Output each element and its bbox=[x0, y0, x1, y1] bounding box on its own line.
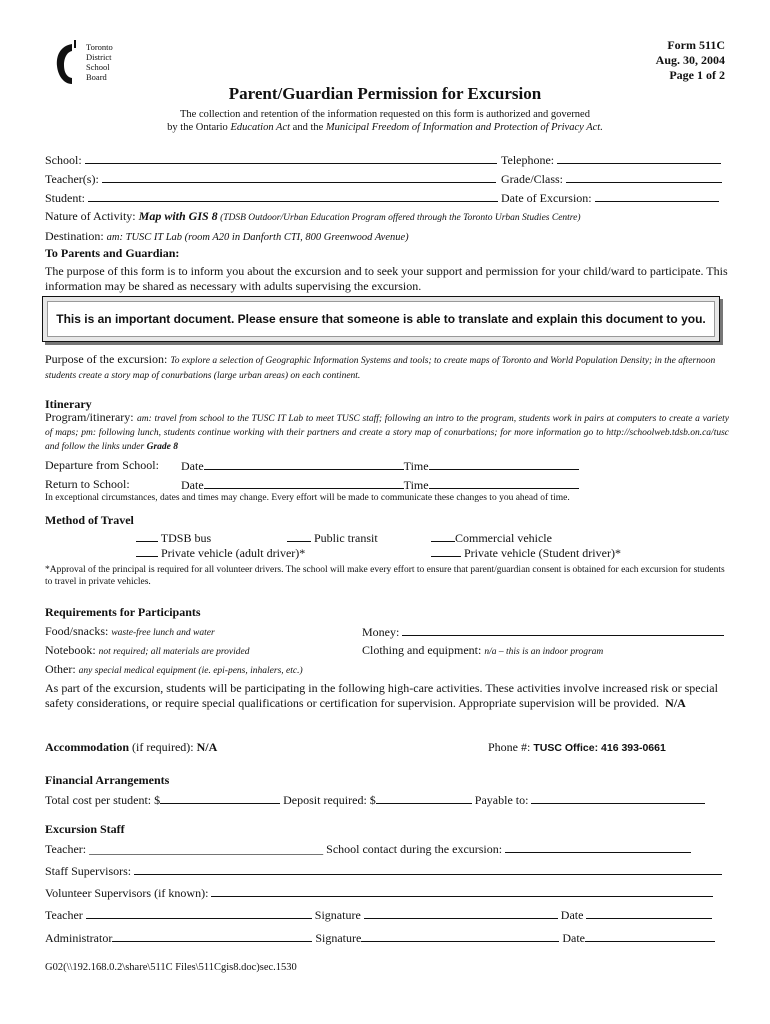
volunteer-label: Volunteer Supervisors (if known): bbox=[45, 886, 209, 900]
nature-label: Nature of Activity: bbox=[45, 209, 139, 223]
food-value: waste-free lunch and water bbox=[111, 628, 215, 638]
excursion-date-field[interactable] bbox=[501, 190, 719, 205]
purpose bbox=[45, 352, 729, 382]
high-care-body: As part of the excursion, students will be participating in the following high-care activities. These activities involve increased risk or special safety considerations, or require special qualifications or certification for supervision. Appropriate supervision will be provided. bbox=[45, 681, 718, 710]
travel-private-student[interactable] bbox=[431, 546, 621, 560]
accommodation-row bbox=[45, 740, 217, 754]
private-adult-label: Private vehicle (adult driver)* bbox=[161, 546, 306, 560]
private-student-label: Private vehicle (Student driver)* bbox=[464, 546, 621, 560]
return-time-line[interactable] bbox=[429, 477, 579, 489]
parents-text: The purpose of this form is to inform you about the excursion and to seek your support and permission for your child/ward to participate. This information may be shared as necessary with adults supervising the excursion. bbox=[45, 264, 728, 293]
accommodation-label: Accommodation bbox=[45, 740, 129, 754]
itinerary-label: Program/itinerary: bbox=[45, 410, 137, 424]
logo-line: Board bbox=[86, 72, 107, 82]
travel-commercial[interactable] bbox=[431, 531, 552, 545]
total-cost-label: Total cost per student: $ bbox=[45, 793, 161, 807]
nature-note: (TDSB Outdoor/Urban Education Program offered through the Toronto Urban Studies Centre) bbox=[217, 213, 581, 223]
act-name: Education Act bbox=[230, 122, 291, 133]
requirements-heading: Requirements for Participants bbox=[45, 605, 201, 619]
grade-class-input-line[interactable] bbox=[566, 171, 722, 183]
translate-banner bbox=[42, 296, 720, 342]
private-adult-checkline[interactable] bbox=[136, 555, 158, 557]
logo-line: School bbox=[86, 62, 110, 72]
student-field[interactable] bbox=[45, 190, 498, 205]
logo-text bbox=[86, 42, 113, 82]
public-transit-checkline[interactable] bbox=[287, 540, 311, 542]
telephone-input-line[interactable] bbox=[557, 152, 721, 164]
financial-heading: Financial Arrangements bbox=[45, 773, 170, 787]
notice-line-2 bbox=[0, 121, 770, 134]
tdsb-logo-mark-icon bbox=[52, 38, 88, 88]
itinerary-grade: Grade 8 bbox=[146, 442, 178, 452]
teacher-row[interactable] bbox=[45, 841, 691, 856]
travel-tdsb-bus[interactable] bbox=[136, 531, 211, 545]
staff-supervisors-line[interactable] bbox=[134, 863, 722, 875]
act-name: Municipal Freedom of Information and Protection of Privacy Act. bbox=[325, 122, 603, 133]
school-field[interactable] bbox=[45, 152, 497, 167]
teacher-signature-line[interactable] bbox=[364, 907, 558, 919]
teachers-input-line[interactable] bbox=[102, 171, 496, 183]
volunteer-line[interactable] bbox=[211, 885, 713, 897]
signature-label: Signature bbox=[314, 908, 361, 922]
school-label: School: bbox=[45, 153, 82, 167]
privacy-notice bbox=[0, 108, 770, 134]
nature-of-activity bbox=[45, 209, 581, 224]
teacher-date-line[interactable] bbox=[586, 907, 712, 919]
deposit-line[interactable] bbox=[376, 792, 472, 804]
time-label: Time bbox=[403, 478, 429, 492]
signature-label: Signature bbox=[315, 931, 362, 945]
telephone-field[interactable] bbox=[501, 152, 721, 167]
staff-supervisors-label: Staff Supervisors: bbox=[45, 864, 132, 878]
grade-class-field[interactable] bbox=[501, 171, 722, 186]
private-student-checkline[interactable] bbox=[431, 555, 461, 557]
destination-label: Destination: bbox=[45, 229, 107, 243]
other-label: Other: bbox=[45, 662, 79, 676]
payable-line[interactable] bbox=[531, 792, 705, 804]
time-label: Time bbox=[403, 459, 429, 473]
administrator-label: Administrator bbox=[45, 931, 113, 945]
high-care-text bbox=[45, 681, 729, 710]
logo-line: District bbox=[86, 52, 112, 62]
return-date[interactable] bbox=[181, 477, 579, 492]
travel-heading: Method of Travel bbox=[45, 513, 134, 527]
student-label: Student: bbox=[45, 191, 86, 205]
departure-date-line[interactable] bbox=[204, 458, 404, 470]
teacher-label: Teacher: _______________________________________ bbox=[45, 842, 324, 856]
public-transit-label: Public transit bbox=[314, 531, 378, 545]
telephone-label: Telephone: bbox=[501, 153, 555, 167]
teachers-field[interactable] bbox=[45, 171, 496, 186]
student-input-line[interactable] bbox=[88, 190, 498, 202]
departure-row[interactable] bbox=[45, 458, 159, 472]
translate-banner-text: This is an important document. Please ensure that someone is able to translate and explain this document to you. bbox=[47, 301, 715, 337]
departure-date[interactable] bbox=[181, 458, 579, 473]
total-cost-line[interactable] bbox=[160, 792, 280, 804]
food-label: Food/snacks: bbox=[45, 624, 112, 638]
purpose-text: To explore a selection of Geographic Information Systems and tools; to create maps of Toronto and World Population Density; in the afternoon students create a story map of conurbations (large urban areas) on each continent. bbox=[45, 356, 716, 381]
payable-label: Payable to: bbox=[474, 793, 529, 807]
tdsb-bus-label: TDSB bus bbox=[160, 531, 212, 545]
itinerary-disclaimer: In exceptional circumstances, dates and times may change. Every effort will be made to communicate these changes to you ahead of time. bbox=[45, 493, 570, 503]
teachers-label: Teacher(s): bbox=[45, 172, 99, 186]
clothing-value: n/a – this is an indoor program bbox=[484, 647, 604, 657]
commercial-label: Commercial vehicle bbox=[455, 531, 552, 545]
return-label: Return to School: bbox=[45, 477, 130, 491]
date-label: Date bbox=[181, 459, 204, 473]
purpose-label: Purpose of the excursion: bbox=[45, 352, 171, 366]
deposit-label: Deposit required: $ bbox=[283, 793, 376, 807]
nature-value: Map with GIS 8 bbox=[138, 209, 218, 223]
teacher-signature-row[interactable] bbox=[45, 907, 712, 922]
form-date: Aug. 30, 2004 bbox=[655, 53, 725, 67]
notebook-row bbox=[45, 643, 250, 658]
staff-supervisors-row[interactable] bbox=[45, 863, 722, 878]
travel-private-adult[interactable] bbox=[136, 546, 305, 560]
destination-value: am: TUSC IT Lab (room A20 in Danforth CTI, 800 Greenwood Avenue) bbox=[106, 232, 409, 243]
form-number: Form 511C bbox=[667, 38, 725, 52]
clothing-label: Clothing and equipment: bbox=[362, 643, 485, 657]
phone-label: Phone #: bbox=[488, 740, 534, 754]
notebook-value: not required; all materials are provided bbox=[98, 647, 250, 657]
admin-signature-row[interactable] bbox=[45, 930, 715, 945]
school-contact-line[interactable] bbox=[505, 841, 691, 853]
school-contact-label: School contact during the excursion: bbox=[326, 842, 503, 856]
phone-value: TUSC Office: 416 393-0661 bbox=[533, 742, 666, 754]
date-label: Date bbox=[560, 908, 584, 922]
accommodation-value: N/A bbox=[196, 740, 218, 754]
tdsb-bus-checkline[interactable] bbox=[136, 540, 158, 542]
date-label: Date bbox=[181, 478, 204, 492]
travel-note: *Approval of the principal is required for all volunteer drivers. The school will make every effort to ensure that parent/guardian consent is obtained for each excursion for students to travel in private vehicles. bbox=[45, 565, 725, 587]
food-row bbox=[45, 624, 215, 639]
commercial-checkline[interactable] bbox=[431, 540, 455, 542]
staff-heading: Excursion Staff bbox=[45, 822, 125, 836]
notebook-label: Notebook: bbox=[45, 643, 99, 657]
form-meta bbox=[656, 38, 725, 83]
high-care-value: N/A bbox=[665, 695, 686, 710]
itinerary-text bbox=[45, 411, 729, 453]
teacher-name-line[interactable] bbox=[86, 907, 312, 919]
departure-label: Departure from School: bbox=[45, 458, 159, 472]
notice-line-1: The collection and retention of the information requested on this form is authorized and governed bbox=[180, 109, 590, 120]
admin-signature-line[interactable] bbox=[361, 930, 559, 942]
notice-text: and the bbox=[290, 122, 326, 133]
excursion-date-label: Date of Excursion: bbox=[501, 191, 592, 205]
logo-line: Toronto bbox=[86, 42, 113, 52]
admin-date-line[interactable] bbox=[585, 930, 715, 942]
money-input-line[interactable] bbox=[402, 624, 724, 636]
itinerary-body: am: travel from school to the TUSC IT Lab to meet TUSC staff; following an intro to the program, students work in pairs at computers to create a variety of maps; pm: following lunch, students continue working with their partners and create a story map of conurbations; for more information go to http://schoolweb.tdsb.on.ca/tusc and follow the links under bbox=[45, 414, 729, 452]
footer-path: G02(\\192.168.0.2\share\511C Files\511Cgis8.doc)sec.1530 bbox=[45, 962, 297, 973]
grade-class-label: Grade/Class: bbox=[501, 172, 563, 186]
date-label: Date bbox=[562, 931, 585, 945]
financial-row[interactable] bbox=[45, 792, 705, 807]
money-label: Money: bbox=[362, 625, 400, 639]
departure-time-line[interactable] bbox=[429, 458, 579, 470]
volunteer-row[interactable] bbox=[45, 885, 713, 900]
itinerary-heading: Itinerary bbox=[45, 397, 92, 411]
administrator-name-line[interactable] bbox=[112, 930, 312, 942]
clothing-row bbox=[362, 643, 603, 658]
return-row[interactable] bbox=[45, 477, 130, 491]
accommodation-if-required: (if required): bbox=[129, 740, 197, 754]
tdsb-logo bbox=[52, 38, 132, 88]
phone-row bbox=[488, 740, 666, 755]
money-field[interactable] bbox=[362, 624, 724, 639]
school-input-line[interactable] bbox=[85, 152, 497, 164]
travel-public-transit[interactable] bbox=[287, 531, 378, 545]
other-value: any special medical equipment (ie. epi-pens, inhalers, etc.) bbox=[78, 666, 303, 676]
page-number: Page 1 of 2 bbox=[669, 68, 725, 82]
return-date-line[interactable] bbox=[204, 477, 404, 489]
teacher-sign-label: Teacher bbox=[45, 908, 83, 922]
excursion-date-input-line[interactable] bbox=[595, 190, 719, 202]
page-title: Parent/Guardian Permission for Excursion bbox=[228, 84, 542, 103]
notice-text: by the Ontario bbox=[167, 122, 231, 133]
parents-heading: To Parents and Guardian: bbox=[45, 246, 180, 260]
other-row bbox=[45, 662, 303, 677]
destination bbox=[45, 229, 409, 245]
